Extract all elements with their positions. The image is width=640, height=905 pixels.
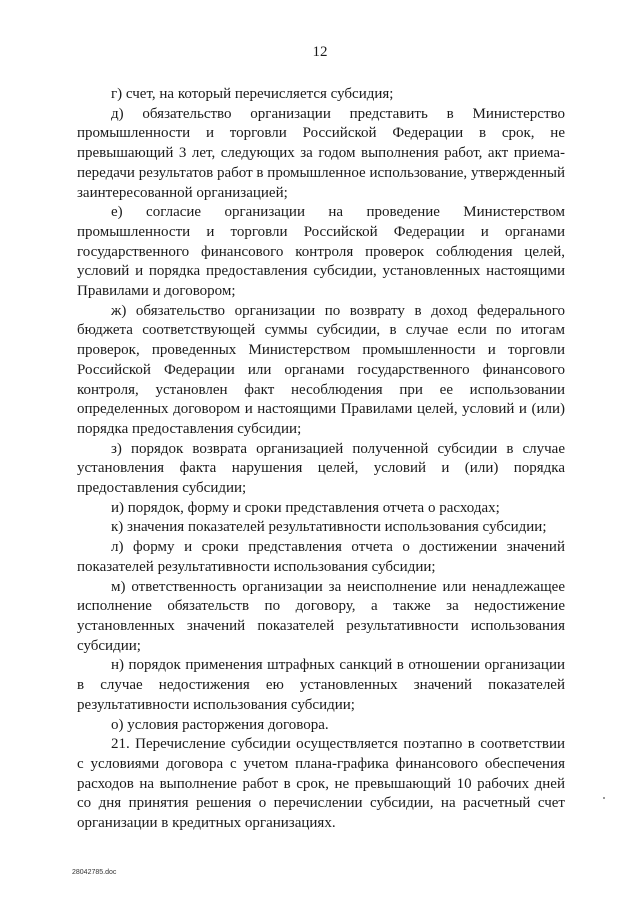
paragraph-d: д) обязательство организации представить в Министерство промышленности и торговли Российской Федерации в срок, не превышающий 3 лет, следующих за годом выполнения работ, акт приема-передачи результатов работ в промышленное использование, утвержденный заинтересованной организацией; bbox=[77, 105, 565, 201]
paragraph-i: и) порядок, форму и сроки представления отчета о расходах; bbox=[111, 499, 500, 516]
footer-filename: 28042785.doc bbox=[72, 869, 117, 876]
paragraph-z: з) порядок возврата организацией полученной субсидии в случае установления факта нарушения целей, условий и (или) порядка предоставления субсидии; bbox=[77, 440, 565, 497]
paragraph-m: м) ответственность организации за неисполнение или ненадлежащее исполнение обязательств по договору, а также за недостижение установленных значений показателей результативности использования субсидии; bbox=[77, 578, 565, 654]
paragraph-g: г) счет, на который перечисляется субсидия; bbox=[111, 86, 394, 102]
paragraph-zh: ж) обязательство организации по возврату в доход федерального бюджета соответствующей суммы субсидии, в случае если по итогам проверок, проведенных Министерством промышленности и торговли Российской Федерации или органами государственного финансового контроля, установлен факт несоблюдения при ее использовании определенных договором и настоящими Правилами целей, условий и (или) порядка предоставления субсидии; bbox=[77, 302, 565, 437]
scan-speck bbox=[603, 797, 605, 799]
paragraph-o: о) условия расторжения договора. bbox=[111, 716, 329, 733]
document-body bbox=[77, 85, 565, 834]
paragraph-l: л) форму и сроки представления отчета о достижении значений показателей результативности использования субсидии; bbox=[77, 539, 565, 575]
paragraph-n: н) порядок применения штрафных санкций в отношении организации в случае недостижения ею установленных значений показателей результативности использования субсидии; bbox=[77, 657, 565, 713]
paragraph-e: е) согласие организации на проведение Министерством промышленности и торговли Российской Федерации и органами государственного финансового контроля проверок соблюдения целей, условий и порядка предоставления субсидии, установленных настоящими Правилами и договором; bbox=[77, 204, 565, 300]
paragraph-21: 21. Перечисление субсидии осуществляется поэтапно в соответствии с условиями договора с учетом плана-графика финансового обеспечения расходов на выполнение работ в срок, не превышающий 10 рабочих дней со дня принятия решения о перечислении субсидии, на расчетный счет организации в кредитных организациях. bbox=[77, 736, 565, 832]
paragraph-k: к) значения показателей результативности использования субсидии; bbox=[111, 519, 547, 536]
page-number: 12 bbox=[312, 44, 328, 60]
